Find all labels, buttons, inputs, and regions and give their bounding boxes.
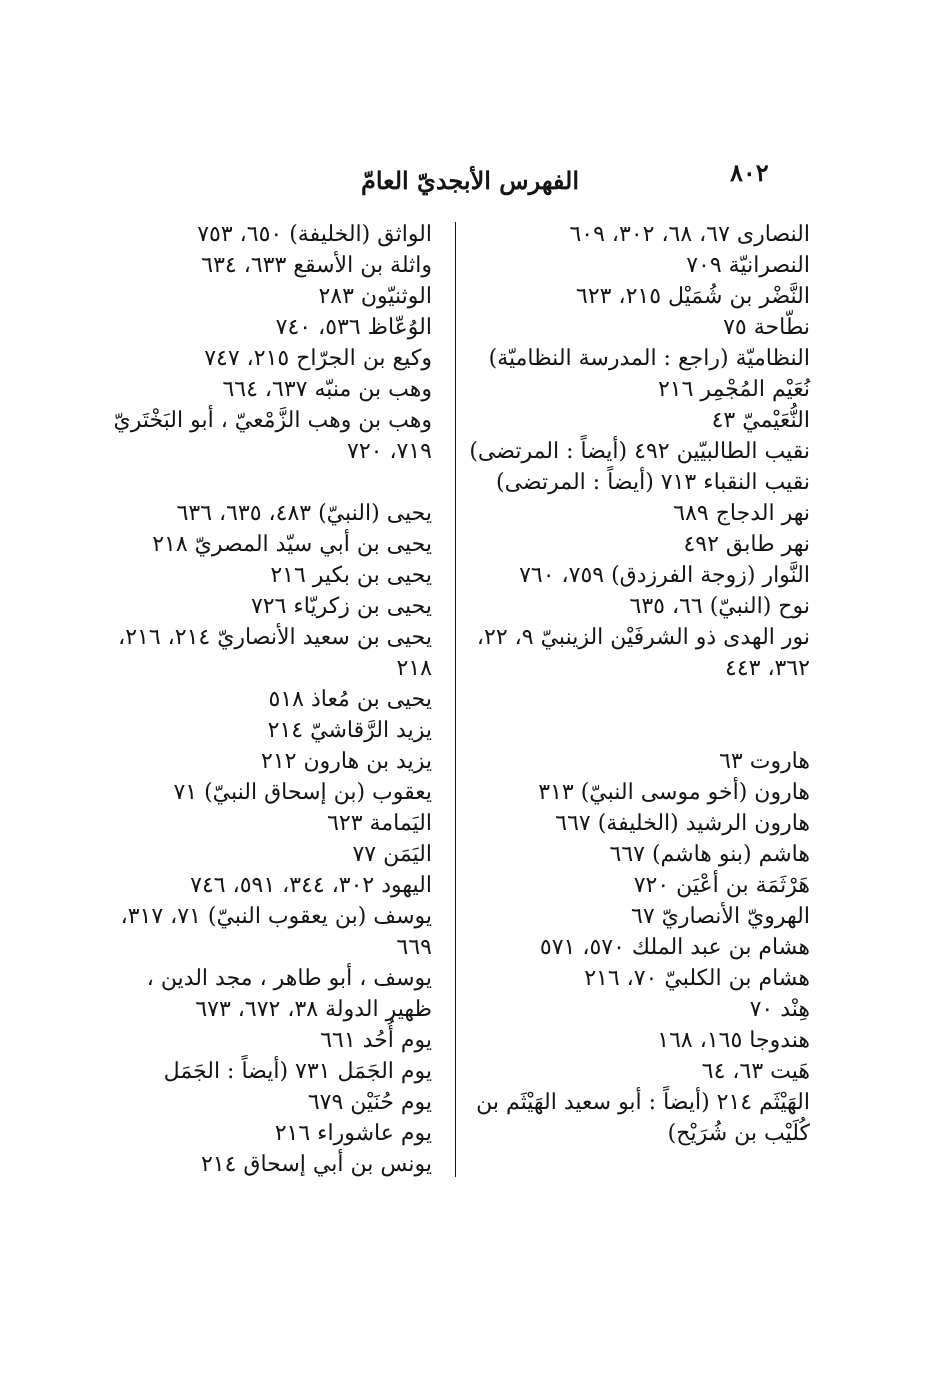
index-entry: النُّعَيْميّ ٤٣ <box>711 408 810 433</box>
index-entry: نطّاحة ٧٥ <box>723 315 810 340</box>
index-entry: يوم الجَمَل ٧٣١ (أيضاً : الجَمَل <box>163 1059 432 1084</box>
index-entry: هَيت ٦٣، ٦٤ <box>701 1059 810 1084</box>
index-entry: اليَمامة ٦٢٣ <box>327 811 432 836</box>
index-entry: يزيد بن هارون ٢١٢ <box>261 749 432 774</box>
index-entry: هشام بن الكلبيّ ٧٠، ٢١٦ <box>584 966 810 991</box>
index-entry: هَرْثَمَة بن أعْيَن ٧٢٠ <box>633 873 810 898</box>
index-entry: نُعَيْم المُجْمِر ٢١٦ <box>657 377 810 402</box>
index-entry: يحيى بن مُعاذ ٥١٨ <box>268 687 432 712</box>
index-entry: هاروت ٦٣ <box>719 749 810 774</box>
section-gap <box>465 684 810 715</box>
left-index-column <box>102 219 432 1180</box>
index-entry: اليهود ٣٠٢، ٣٤٤، ٥٩١، ٧٤٦ <box>190 873 432 898</box>
index-entry: واثلة بن الأسقع ٦٣٣، ٦٣٤ <box>201 253 432 278</box>
index-entry: نقيب الطالبيّين ٤٩٢ (أيضاً : المرتضى) <box>469 439 810 464</box>
index-entry: يوسف (بن يعقوب النبيّ) ٧١، ٣١٧، ٦٦٩ <box>120 904 432 960</box>
index-entry: يحيى (النبيّ) ٤٨٣، ٦٣٥، ٦٣٦ <box>176 501 432 526</box>
index-entry: يوم أُحُد ٦٦١ <box>320 1028 432 1053</box>
page-title: الفهرس الأبجديّ العامّ <box>360 166 580 195</box>
index-entry: النَّضْر بن شُمَيْل ٢١٥، ٦٢٣ <box>576 284 810 309</box>
index-entry: هشام بن عبد الملك ٥٧٠، ٥٧١ <box>539 935 810 960</box>
index-entry: النصرانيّة ٧٠٩ <box>686 253 810 278</box>
index-entry: يوم عاشوراء ٢١٦ <box>274 1121 432 1146</box>
index-entry: وكيع بن الجرّاح ٢١٥، ٧٤٧ <box>204 346 432 371</box>
index-entry: نهر طابق ٤٩٢ <box>683 532 810 557</box>
index-entry: يزيد الرَّقاشيّ ٢١٤ <box>267 718 432 743</box>
index-entry: يحيى بن سعيد الأنصاريّ ٢١٤، ٢١٦، ٢١٨ <box>118 625 432 681</box>
index-entry: يحيى بن بكير ٢١٦ <box>270 563 432 588</box>
index-entry: هاشم (بنو هاشم) ٦٦٧ <box>609 842 810 867</box>
column-divider <box>455 222 456 1177</box>
index-entry: وهب بن وهب الزَّمْعيّ ، أبو البَخْتَريّ ٧١٩، ٧٢٠ <box>113 408 432 464</box>
page-number: ٨٠٢ <box>730 158 769 187</box>
index-entry: النصارى ٦٧، ٦٨، ٣٠٢، ٦٠٩ <box>569 222 810 247</box>
index-entry: هندوجا ١٦٥، ١٦٨ <box>657 1028 810 1053</box>
index-entry: يوم حُنَيْن ٦٧٩ <box>307 1090 432 1115</box>
index-entry: هِنْد ٧٠ <box>749 997 810 1022</box>
index-entry: النَّوار (زوجة الفرزدق) ٧٥٩، ٧٦٠ <box>519 563 810 588</box>
index-entry: وهب بن منبّه ٦٣٧، ٦٦٤ <box>222 377 432 402</box>
index-entry: نور الهدى ذو الشرفَيْن الزينبيّ ٩، ٢٢، ٣٦٢، ٤٤٣ <box>476 625 810 681</box>
index-entry: النظاميّة (راجع : المدرسة النظاميّة) <box>488 346 810 371</box>
index-entry: يونس بن أبي إسحاق ٢١٤ <box>200 1152 432 1177</box>
index-entry: الواثق (الخليفة) ٦٥٠، ٧٥٣ <box>197 222 432 247</box>
index-entry: نقيب النقباء ٧١٣ (أيضاً : المرتضى) <box>496 470 810 495</box>
index-entry: نهر الدجاج ٦٨٩ <box>673 501 810 526</box>
index-entry: الوثنيّون ٢٨٣ <box>318 284 432 309</box>
index-entry: الهرويّ الأنصاريّ ٦٧ <box>631 904 810 929</box>
index-entry: اليَمَن ٧٧ <box>352 842 432 867</box>
index-entry: يحيى بن أبي سيّد المصريّ ٢١٨ <box>152 532 432 557</box>
index-entry: الوُعّاظ ٥٣٦، ٧٤٠ <box>275 315 432 340</box>
index-entry: هارون (أخو موسى النبيّ) ٣١٣ <box>538 780 810 805</box>
index-entry: نوح (النبيّ) ٦٦، ٦٣٥ <box>629 594 810 619</box>
index-entry: يحيى بن زكريّاء ٧٢٦ <box>250 594 432 619</box>
section-gap <box>465 715 810 746</box>
index-entry: يعقوب (بن إسحاق النبيّ) ٧١ <box>173 780 432 805</box>
index-entry: هارون الرشيد (الخليفة) ٦٦٧ <box>555 811 810 836</box>
right-index-column <box>465 219 810 1149</box>
index-entry: الهَيْثَم ٢١٤ (أيضاً : أبو سعيد الهَيْثَم بن كُلَيْب بن شُرَيْح) <box>476 1090 810 1146</box>
index-entry: يوسف ، أبو طاهر ، مجد الدين ، ظهير الدولة ٣٨، ٦٧٢، ٦٧٣ <box>146 966 432 1022</box>
section-gap <box>102 467 432 498</box>
